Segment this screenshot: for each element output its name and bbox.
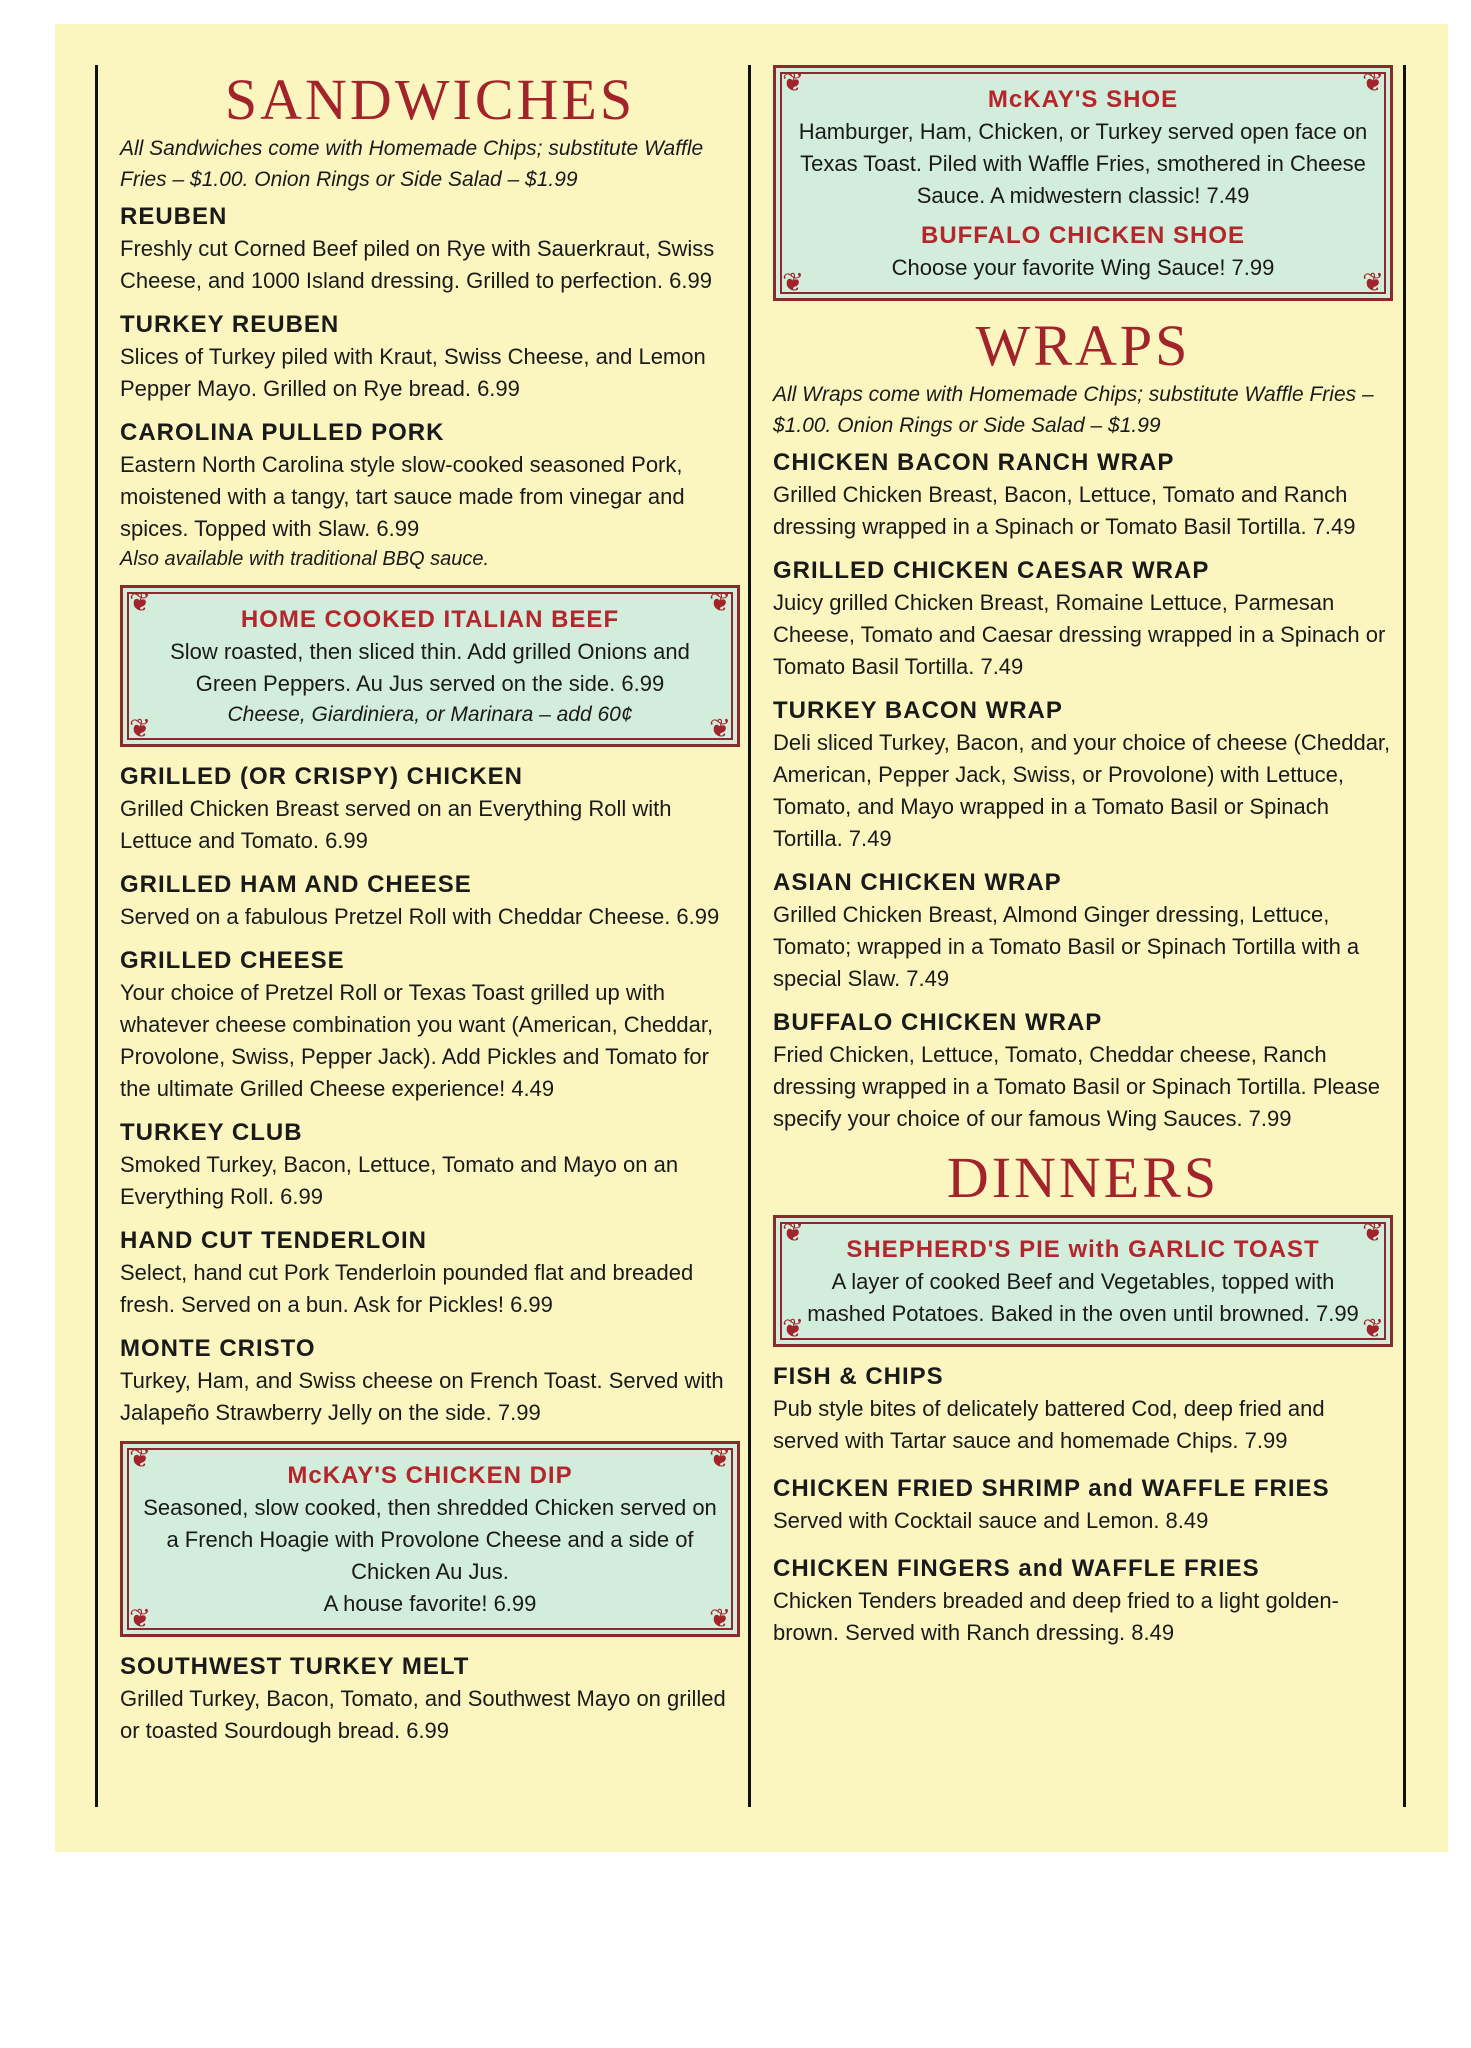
item-note: Also available with traditional BBQ sauce. bbox=[120, 548, 490, 570]
item-name: ASIAN CHICKEN WRAP bbox=[773, 869, 1062, 896]
shepherds-pie-feature-box bbox=[773, 1215, 1393, 1347]
ornament-corner-icon: ❦ bbox=[709, 714, 731, 744]
item-description: Juicy grilled Chicken Breast, Romaine Lettuce, Parmesan Cheese, Tomato and Caesar dressing wrapped in a Spinach or Tomato Basil Tortilla. 7.49 bbox=[773, 590, 1386, 679]
box-title: BUFFALO CHICKEN SHOE bbox=[920, 222, 1245, 249]
box-description: Hamburger, Ham, Chicken, or Turkey served open face on Texas Toast. Piled with Waffle Fries, smothered in Cheese Sauce. A midwestern classic! 7.49 bbox=[798, 119, 1368, 208]
item-name: HAND CUT TENDERLOIN bbox=[120, 1227, 427, 1254]
spacer bbox=[796, 212, 1370, 220]
item-description: Turkey, Ham, and Swiss cheese on French Toast. Served with Jalapeño Strawberry Jelly on the side. 7.99 bbox=[120, 1368, 724, 1425]
item-name: TURKEY CLUB bbox=[120, 1119, 303, 1146]
menu-item bbox=[120, 869, 740, 933]
item-name: REUBEN bbox=[120, 203, 228, 230]
ornament-corner-icon: ❦ bbox=[709, 1604, 731, 1634]
menu-item bbox=[773, 555, 1393, 683]
ornament-corner-icon: ❦ bbox=[129, 1604, 151, 1634]
column-rule-left bbox=[95, 65, 98, 1807]
item-name: TURKEY REUBEN bbox=[120, 311, 340, 338]
item-name: TURKEY BACON WRAP bbox=[773, 697, 1063, 724]
shoe-feature-box bbox=[773, 65, 1393, 301]
ornament-corner-icon: ❦ bbox=[1362, 268, 1384, 298]
box-description: A layer of cooked Beef and Vegetables, topped with mashed Potatoes. Baked in the oven until browned. 7.99 bbox=[807, 1269, 1359, 1326]
item-name: CAROLINA PULLED PORK bbox=[120, 419, 445, 446]
box-title: McKAY'S CHICKEN DIP bbox=[287, 1462, 573, 1489]
item-description: Grilled Chicken Breast, Almond Ginger dressing, Lettuce, Tomato; wrapped in a Tomato Basil or Spinach Tortilla with a special Slaw. 7.49 bbox=[773, 902, 1360, 991]
menu-item bbox=[120, 1651, 740, 1747]
item-name: GRILLED CHICKEN CAESAR WRAP bbox=[773, 557, 1210, 584]
item-description: Grilled Turkey, Bacon, Tomato, and Southwest Mayo on grilled or toasted Sourdough bread. 6.99 bbox=[120, 1686, 726, 1743]
menu-item bbox=[120, 761, 740, 857]
menu-item bbox=[120, 201, 740, 297]
ornament-corner-icon: ❦ bbox=[1362, 1314, 1384, 1344]
box-note: A house favorite! 6.99 bbox=[323, 1591, 537, 1616]
box-description: Seasoned, slow cooked, then shredded Chicken served on a French Hoagie with Provolone Cheese and a side of Chicken Au Jus. bbox=[143, 1495, 717, 1584]
italian-beef-feature-box bbox=[120, 585, 740, 747]
menu-item bbox=[773, 867, 1393, 995]
box-title: HOME COOKED ITALIAN BEEF bbox=[240, 606, 620, 633]
item-name: CHICKEN FRIED SHRIMP and WAFFLE FRIES bbox=[773, 1475, 1330, 1502]
menu-item bbox=[773, 1007, 1393, 1135]
item-name: SOUTHWEST TURKEY MELT bbox=[120, 1653, 470, 1680]
dinners-title: DINNERS bbox=[946, 1145, 1220, 1210]
item-description: Slices of Turkey piled with Kraut, Swiss Cheese, and Lemon Pepper Mayo. Grilled on Rye bread. 6.99 bbox=[120, 344, 706, 401]
menu-item bbox=[120, 945, 740, 1105]
item-name: GRILLED HAM AND CHEESE bbox=[120, 871, 472, 898]
box-title: McKAY'S SHOE bbox=[987, 86, 1179, 113]
menu-item bbox=[773, 695, 1393, 855]
ornament-corner-icon: ❦ bbox=[129, 1444, 151, 1474]
item-name: CHICKEN FINGERS and WAFFLE FRIES bbox=[773, 1555, 1260, 1582]
item-name: GRILLED (OR CRISPY) CHICKEN bbox=[120, 763, 524, 790]
column-rule-right bbox=[1403, 65, 1406, 1807]
ornament-corner-icon: ❦ bbox=[1362, 68, 1384, 98]
item-description: Freshly cut Corned Beef piled on Rye with Sauerkraut, Swiss Cheese, and 1000 Island dressing. Grilled to perfection. 6.99 bbox=[120, 236, 715, 293]
menu-item bbox=[773, 1473, 1393, 1537]
item-description: Your choice of Pretzel Roll or Texas Toast grilled up with whatever cheese combination you want (American, Cheddar, Provolone, Swiss, Pepper Jack). Add Pickles and Tomato for the ultimate Grilled Cheese experience! 4.49 bbox=[120, 980, 714, 1101]
chicken-dip-feature-box bbox=[120, 1441, 740, 1637]
ornament-corner-icon: ❦ bbox=[782, 268, 804, 298]
item-description: Smoked Turkey, Bacon, Lettuce, Tomato and Mayo on an Everything Roll. 6.99 bbox=[120, 1152, 679, 1209]
ornament-corner-icon: ❦ bbox=[782, 68, 804, 98]
item-description: Eastern North Carolina style slow-cooked seasoned Pork, moistened with a tangy, tart sauce made from vinegar and spices. Topped with Slaw. 6.99 bbox=[120, 452, 685, 541]
left-column bbox=[120, 65, 740, 1759]
box-description: Choose your favorite Wing Sauce! 7.99 bbox=[891, 255, 1275, 280]
item-description: Served with Cocktail sauce and Lemon. 8.49 bbox=[773, 1508, 1209, 1533]
menu-sheet bbox=[55, 24, 1448, 1852]
menu-item bbox=[120, 1333, 740, 1429]
menu-item bbox=[120, 1117, 740, 1213]
ornament-corner-icon: ❦ bbox=[129, 588, 151, 618]
menu-item bbox=[773, 1361, 1393, 1457]
item-description: Grilled Chicken Breast, Bacon, Lettuce, Tomato and Ranch dressing wrapped in a Spinach or Tomato Basil Tortilla. 7.49 bbox=[773, 482, 1356, 539]
column-rule-middle bbox=[748, 65, 751, 1807]
item-description: Pub style bites of delicately battered Cod, deep fried and served with Tartar sauce and homemade Chips. 7.99 bbox=[773, 1396, 1325, 1453]
menu-item bbox=[773, 1553, 1393, 1649]
wraps-intro: All Wraps come with Homemade Chips; substitute Waffle Fries – $1.00. Onion Rings or Side Salad – $1.99 bbox=[773, 383, 1374, 437]
right-column bbox=[773, 65, 1393, 1661]
ornament-corner-icon: ❦ bbox=[782, 1314, 804, 1344]
item-description: Chicken Tenders breaded and deep fried to a light golden-brown. Served with Ranch dressing. 8.49 bbox=[773, 1588, 1339, 1645]
item-description: Grilled Chicken Breast served on an Everything Roll with Lettuce and Tomato. 6.99 bbox=[120, 796, 672, 853]
item-name: BUFFALO CHICKEN WRAP bbox=[773, 1009, 1103, 1036]
item-name: GRILLED CHEESE bbox=[120, 947, 345, 974]
menu-item bbox=[120, 1225, 740, 1321]
ornament-corner-icon: ❦ bbox=[709, 588, 731, 618]
box-description: Slow roasted, then sliced thin. Add grilled Onions and Green Peppers. Au Jus served on the side. 6.99 bbox=[170, 639, 690, 696]
menu-item bbox=[120, 417, 740, 573]
wraps-title: WRAPS bbox=[975, 313, 1191, 378]
sandwiches-title: SANDWICHES bbox=[224, 67, 636, 132]
item-description: Fried Chicken, Lettuce, Tomato, Cheddar cheese, Ranch dressing wrapped in a Tomato Basil or Spinach Tortilla. Please specify your choice of our famous Wing Sauces. 7.99 bbox=[773, 1042, 1380, 1131]
item-description: Deli sliced Turkey, Bacon, and your choice of cheese (Cheddar, American, Pepper Jack, Swiss, or Provolone) with Lettuce, Tomato, and Mayo wrapped in a Tomato Basil or Spinach Tortilla. 7.49 bbox=[773, 730, 1391, 851]
menu-item bbox=[120, 309, 740, 405]
ornament-corner-icon: ❦ bbox=[709, 1444, 731, 1474]
ornament-corner-icon: ❦ bbox=[129, 714, 151, 744]
ornament-corner-icon: ❦ bbox=[782, 1218, 804, 1248]
menu-item bbox=[773, 447, 1393, 543]
sandwiches-intro: All Sandwiches come with Homemade Chips; substitute Waffle Fries – $1.00. Onion Rings or Side Salad – $1.99 bbox=[120, 137, 704, 191]
box-note: Cheese, Giardiniera, or Marinara – add 60¢ bbox=[227, 703, 633, 726]
item-description: Served on a fabulous Pretzel Roll with Cheddar Cheese. 6.99 bbox=[120, 904, 720, 929]
ornament-corner-icon: ❦ bbox=[1362, 1218, 1384, 1248]
item-name: CHICKEN BACON RANCH WRAP bbox=[773, 449, 1175, 476]
item-name: FISH & CHIPS bbox=[773, 1363, 944, 1390]
item-name: MONTE CRISTO bbox=[120, 1335, 316, 1362]
box-title: SHEPHERD'S PIE with GARLIC TOAST bbox=[846, 1236, 1320, 1263]
item-description: Select, hand cut Pork Tenderloin pounded flat and breaded fresh. Served on a bun. Ask for Pickles! 6.99 bbox=[120, 1260, 694, 1317]
